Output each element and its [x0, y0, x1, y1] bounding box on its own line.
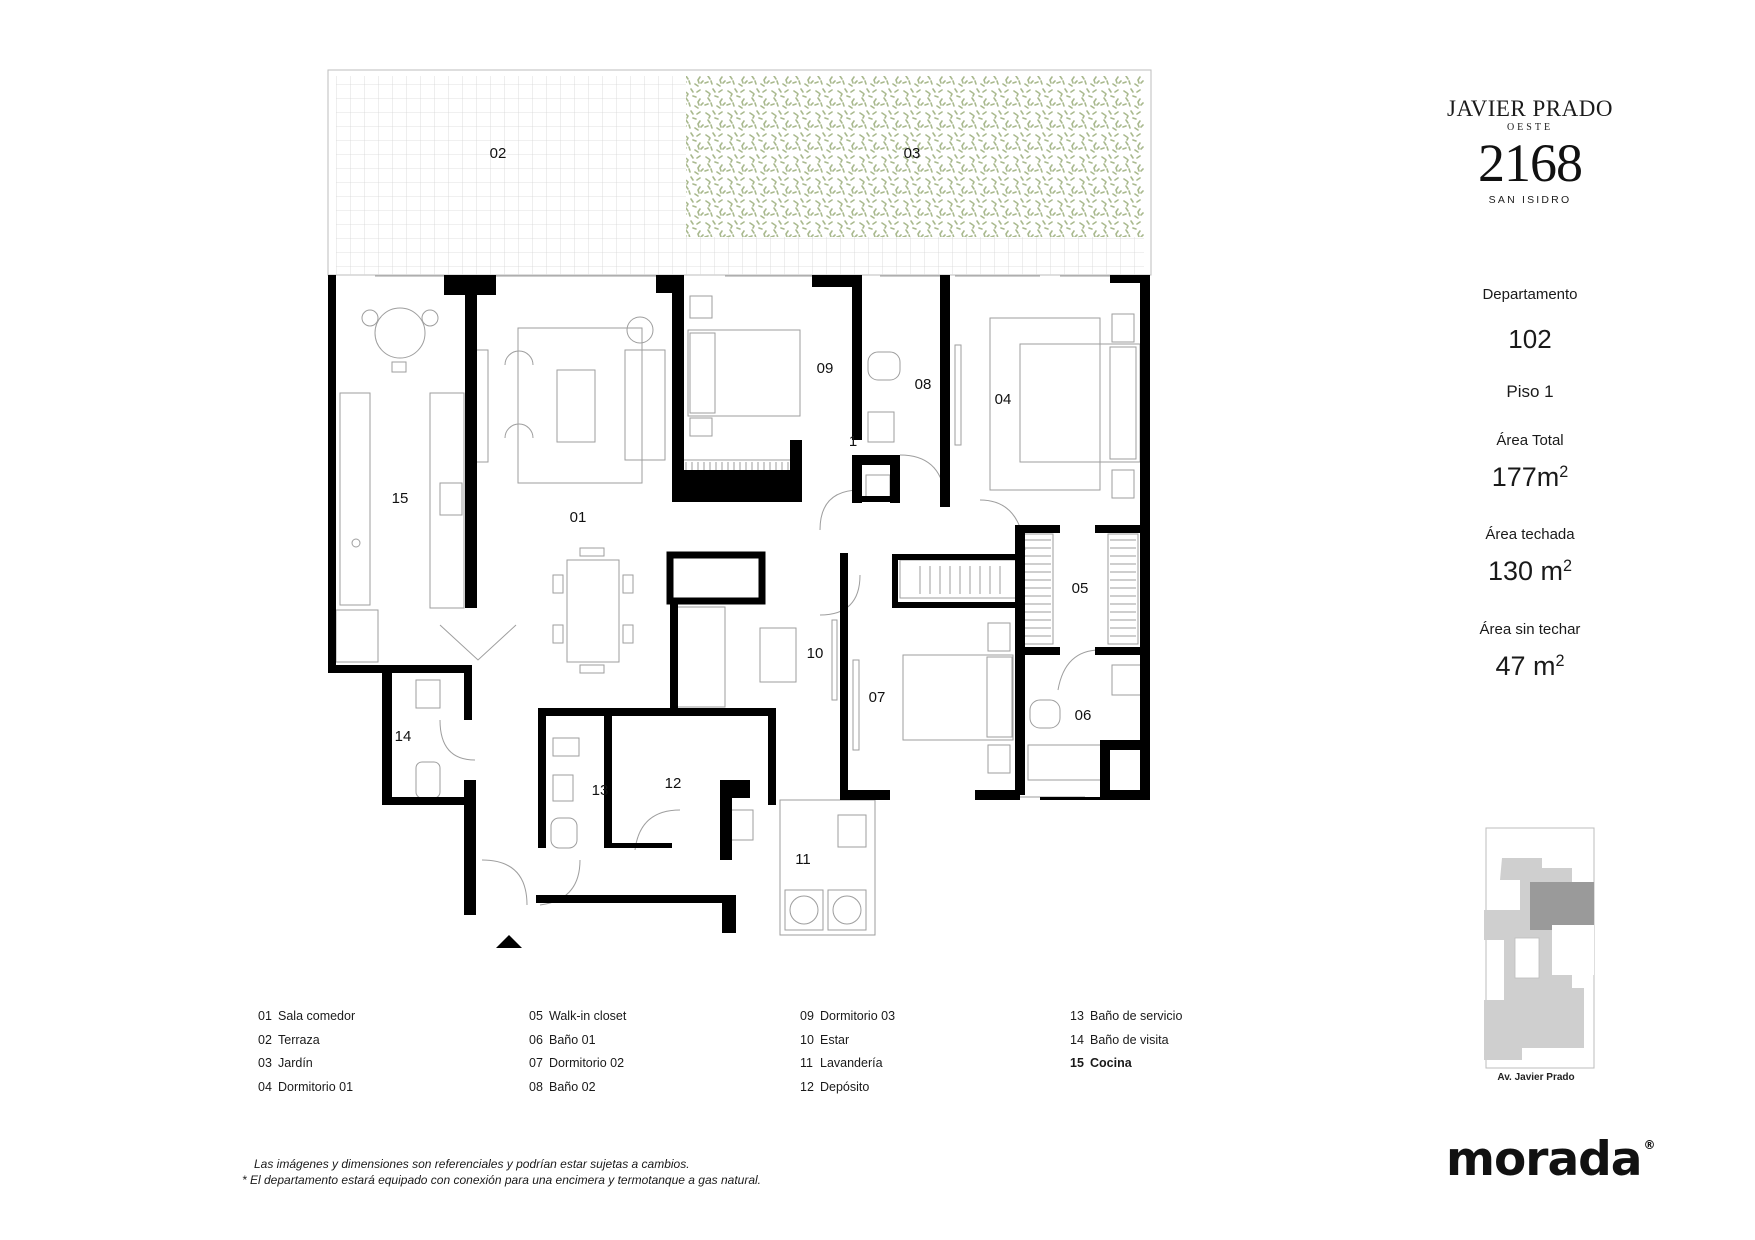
legend-label: Sala comedor: [278, 1009, 356, 1023]
unit-number: 102: [1508, 324, 1552, 354]
room-label-1: 1: [848, 433, 858, 450]
legend-label: Dormitorio 02: [549, 1056, 625, 1070]
legend-item: [258, 1076, 355, 1100]
key-plan: [1484, 828, 1594, 1068]
area-roofed-unit: 2: [1563, 557, 1573, 576]
key-plan-caption: Av. Javier Prado: [1497, 1072, 1575, 1083]
room-label-10: 10: [806, 645, 824, 662]
legend-label: Baño 02: [549, 1079, 596, 1094]
legend-num: 05: [529, 1009, 543, 1023]
legend-num: 10: [800, 1032, 814, 1047]
room-label-05: 05: [1071, 580, 1089, 597]
room-label-07: 07: [868, 689, 886, 706]
legend-item: [800, 1029, 895, 1053]
project-logo: [1430, 96, 1630, 206]
logo-text: morada: [1446, 1132, 1642, 1187]
legend-item: [258, 1005, 355, 1029]
legend-num: 15: [1070, 1056, 1084, 1070]
legend-item: [800, 1076, 895, 1100]
registered-mark: ®: [1643, 1138, 1655, 1152]
legend-label: Walk-in closet: [549, 1009, 627, 1023]
legend-item: [529, 1076, 626, 1100]
legend-item: [529, 1029, 626, 1053]
room-label-12: 12: [664, 775, 682, 792]
legend-num: 02: [258, 1032, 272, 1047]
legend-num: 11: [800, 1056, 813, 1070]
legend-num: 14: [1070, 1032, 1084, 1047]
legend-item: [1070, 1029, 1182, 1053]
area-total-label: Área Total: [1496, 432, 1564, 449]
unit-floor: Piso 1: [1506, 382, 1554, 401]
key-plan-unit-highlight: [1530, 882, 1594, 930]
brand-line-1: JAVIER PRADO: [1447, 96, 1613, 121]
legend-num: 03: [258, 1056, 272, 1070]
legend-label: Baño de visita: [1090, 1032, 1169, 1047]
room-label-06: 06: [1074, 707, 1092, 724]
legend-item: [258, 1029, 355, 1053]
legend-num: 12: [800, 1079, 814, 1094]
legend-label: Jardín: [278, 1056, 313, 1070]
room-label-08: 08: [914, 376, 932, 393]
legend-label: Estar: [820, 1032, 850, 1047]
legend-item: [1070, 1005, 1182, 1029]
area-total-unit: 2: [1559, 463, 1569, 482]
legend-item: [800, 1052, 895, 1076]
legend-num: 04: [258, 1079, 272, 1094]
room-label-03: 03: [903, 145, 921, 162]
morada-logo: [1446, 1132, 1655, 1187]
legend-item: [1070, 1052, 1182, 1076]
legend-column-2: [529, 1005, 626, 1099]
legend-label: Lavandería: [820, 1056, 883, 1070]
legend-num: 09: [800, 1009, 814, 1023]
legend-label: Cocina: [1090, 1056, 1132, 1070]
legend-column-1: [258, 1005, 355, 1099]
room-label-09: 09: [816, 360, 834, 377]
room-label-14: 14: [394, 728, 412, 745]
legend-label: Baño de servicio: [1090, 1009, 1183, 1023]
brand-number: 2168: [1478, 133, 1582, 193]
legend-label: Terraza: [278, 1032, 320, 1047]
disclaimer: [242, 1156, 761, 1188]
room-label-02: 02: [489, 145, 507, 162]
legend-num: 01: [258, 1009, 272, 1023]
legend-label: Baño 01: [549, 1032, 596, 1047]
legend-item: [258, 1052, 355, 1076]
legend-num: 13: [1070, 1009, 1084, 1023]
area-unroofed-label: Área sin techar: [1479, 621, 1581, 638]
area-unroofed-unit: 2: [1555, 652, 1565, 671]
disclaimer-line-1: Las imágenes y dimensiones son referenciales y podrían estar sujetas a cambios.: [254, 1157, 690, 1171]
area-roofed-value: 130 m: [1487, 556, 1564, 586]
room-label-15: 15: [391, 490, 409, 507]
area-roofed: [1440, 556, 1620, 587]
brand-district: SAN ISIDRO: [1488, 194, 1572, 206]
area-total: [1440, 462, 1620, 493]
room-label-11: 11: [795, 851, 811, 868]
entrance-arrow-icon: [496, 935, 522, 948]
legend-label: Dormitorio 01: [278, 1079, 354, 1094]
legend-column-4: [1070, 1005, 1182, 1076]
area-roofed-label: Área techada: [1485, 526, 1575, 543]
legend-label: Depósito: [820, 1079, 870, 1094]
brand-line-2: OESTE: [1506, 122, 1554, 133]
area-unroofed: [1440, 651, 1620, 682]
legend-label: Dormitorio 03: [820, 1009, 896, 1023]
legend-num: 06: [529, 1032, 543, 1047]
unit-type-label: Departamento: [1482, 286, 1578, 303]
area-total-value: 177m: [1491, 462, 1560, 492]
room-label-13: 13: [591, 782, 609, 799]
legend-num: 08: [529, 1079, 543, 1094]
legend-item: [529, 1005, 626, 1029]
legend-item: [800, 1005, 895, 1029]
area-unroofed-value: 47 m: [1495, 651, 1556, 681]
room-label-01: 01: [569, 509, 587, 526]
room-label-04: 04: [994, 391, 1012, 408]
disclaimer-line-2: * El departamento estará equipado con conexión para una encimera y termotanque a gas natural.: [242, 1173, 761, 1187]
legend-num: 07: [529, 1056, 543, 1070]
terrace-area: [328, 70, 1151, 275]
legend-item: [529, 1052, 626, 1076]
legend-column-3: [800, 1005, 895, 1099]
